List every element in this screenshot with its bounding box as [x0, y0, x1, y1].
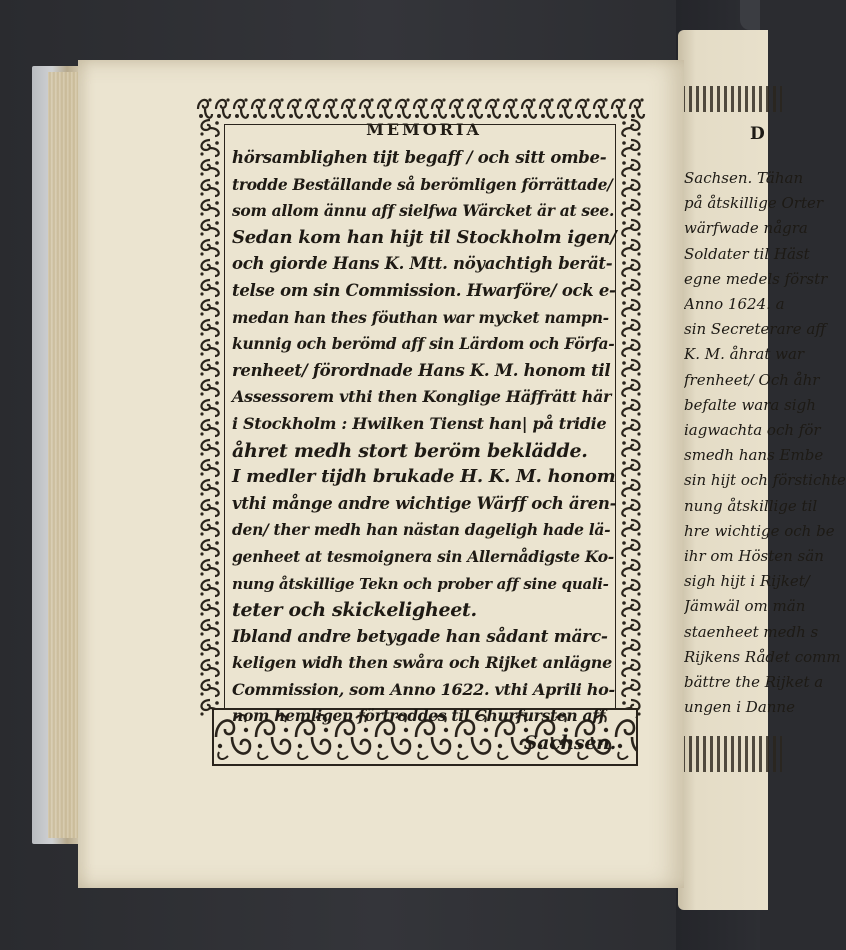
- page-text-block: [232, 118, 616, 757]
- text-line: i Stockholm : Hwilken Tienst han| på tridie: [232, 413, 607, 433]
- left-ornament-border: [196, 118, 224, 718]
- facing-text-line: Anno 1624. a: [684, 295, 785, 314]
- facing-text-line: Soldater til Häst: [684, 244, 810, 263]
- facing-page-top-ornament: [682, 86, 782, 112]
- facing-text-line: befalte wara sigh: [684, 395, 816, 414]
- facing-page: [678, 30, 846, 910]
- facing-text-line: hre wichtige och be: [684, 521, 835, 540]
- facing-text-line: ungen i Danne: [684, 698, 795, 717]
- text-line: vthi månge andre wichtige Wärff och ären-: [232, 493, 617, 513]
- facing-text-line: ihr om Hösten sän: [684, 547, 824, 566]
- facing-text-line: wärfwade några: [684, 219, 808, 238]
- text-line: Assessorem vthi then Konglige Häffrätt här: [232, 387, 612, 407]
- text-line: Commission, som Anno 1622. vthi Aprili ho-: [232, 679, 615, 699]
- text-line: I medler tijdh brukade H. K. M. honom: [232, 466, 616, 488]
- facing-text-line: staenheet medh s: [684, 622, 819, 641]
- facing-page-bottom-ornament: [682, 736, 782, 772]
- text-line: kunnig och berömd aff sin Lärdom och Förfa-: [232, 334, 615, 354]
- text-line: trodde Beställande så berömligen förrättade/: [232, 174, 613, 194]
- facing-text-line: iagwachta och för: [684, 421, 821, 440]
- facing-text-line: sin Secreterare aff: [684, 320, 826, 339]
- facing-page-heading: D: [750, 124, 765, 144]
- text-line: nom hemligen förtroddes til Churfursten aff: [232, 706, 605, 726]
- text-line: teter och skickeligheet.: [232, 599, 477, 622]
- book-corner: [740, 0, 760, 30]
- facing-text-line: egne medels förstr: [684, 269, 828, 288]
- text-line: medan han thes föuthan war mycket nampn-: [232, 307, 609, 327]
- text-line: Ibland andre betygade han sådant märc-: [232, 626, 608, 647]
- text-line: och giorde Hans K. Mtt. nöyachtigh berät-: [232, 254, 613, 274]
- facing-text-line: Rijkens Rådet comm: [684, 647, 841, 666]
- running-heading: MEMORIA: [366, 120, 482, 139]
- facing-text-line: K. M. åhrat war: [684, 345, 805, 364]
- facing-text-line: smedh hans Embe: [684, 446, 824, 465]
- right-ornament-border: [616, 118, 646, 718]
- text-line: renheet/ förordnade Hans K. M. honom til: [232, 360, 611, 380]
- facing-text-line: sin hijt och förstichte: [684, 471, 846, 490]
- text-line: den/ ther medh han nästan dageligh hade lä-: [232, 520, 611, 540]
- facing-text-line: på åtskillige Orter: [684, 194, 824, 213]
- text-line: åhret medh stort beröm beklädde.: [232, 439, 588, 462]
- facing-text-line: Jämwäl om män: [684, 597, 806, 616]
- text-line: Sedan kom han hijt til Stockholm igen/: [232, 226, 617, 248]
- text-line: Sachsen.: [523, 732, 616, 755]
- text-line: hörsamblighen tijt begaff / och sitt ombe-: [232, 148, 607, 167]
- facing-text-line: bättre the Rijket a: [684, 673, 824, 692]
- text-line: telse om sin Commission. Hwarföre/ ock e-: [232, 280, 616, 300]
- facing-text-line: Sachsen. Tähan: [684, 169, 804, 187]
- text-line: som allom ännu aff sielfwa Wärcket är at see.: [232, 201, 615, 221]
- facing-text-line: frenheet/ Och åhr: [684, 370, 820, 389]
- facing-text-line: nung åtskillige til: [684, 496, 818, 515]
- facing-page-text: [684, 166, 846, 720]
- text-line: genheet at tesmoignera sin Allernådigste Ko-: [232, 546, 614, 566]
- text-line: keligen widh then swåra och Rijket anlägne: [232, 653, 613, 673]
- text-line: nung åtskillige Tekn och prober aff sine quali-: [232, 574, 609, 593]
- facing-text-line: sigh hijt i Rijket/: [684, 572, 810, 591]
- body-text: [232, 145, 616, 757]
